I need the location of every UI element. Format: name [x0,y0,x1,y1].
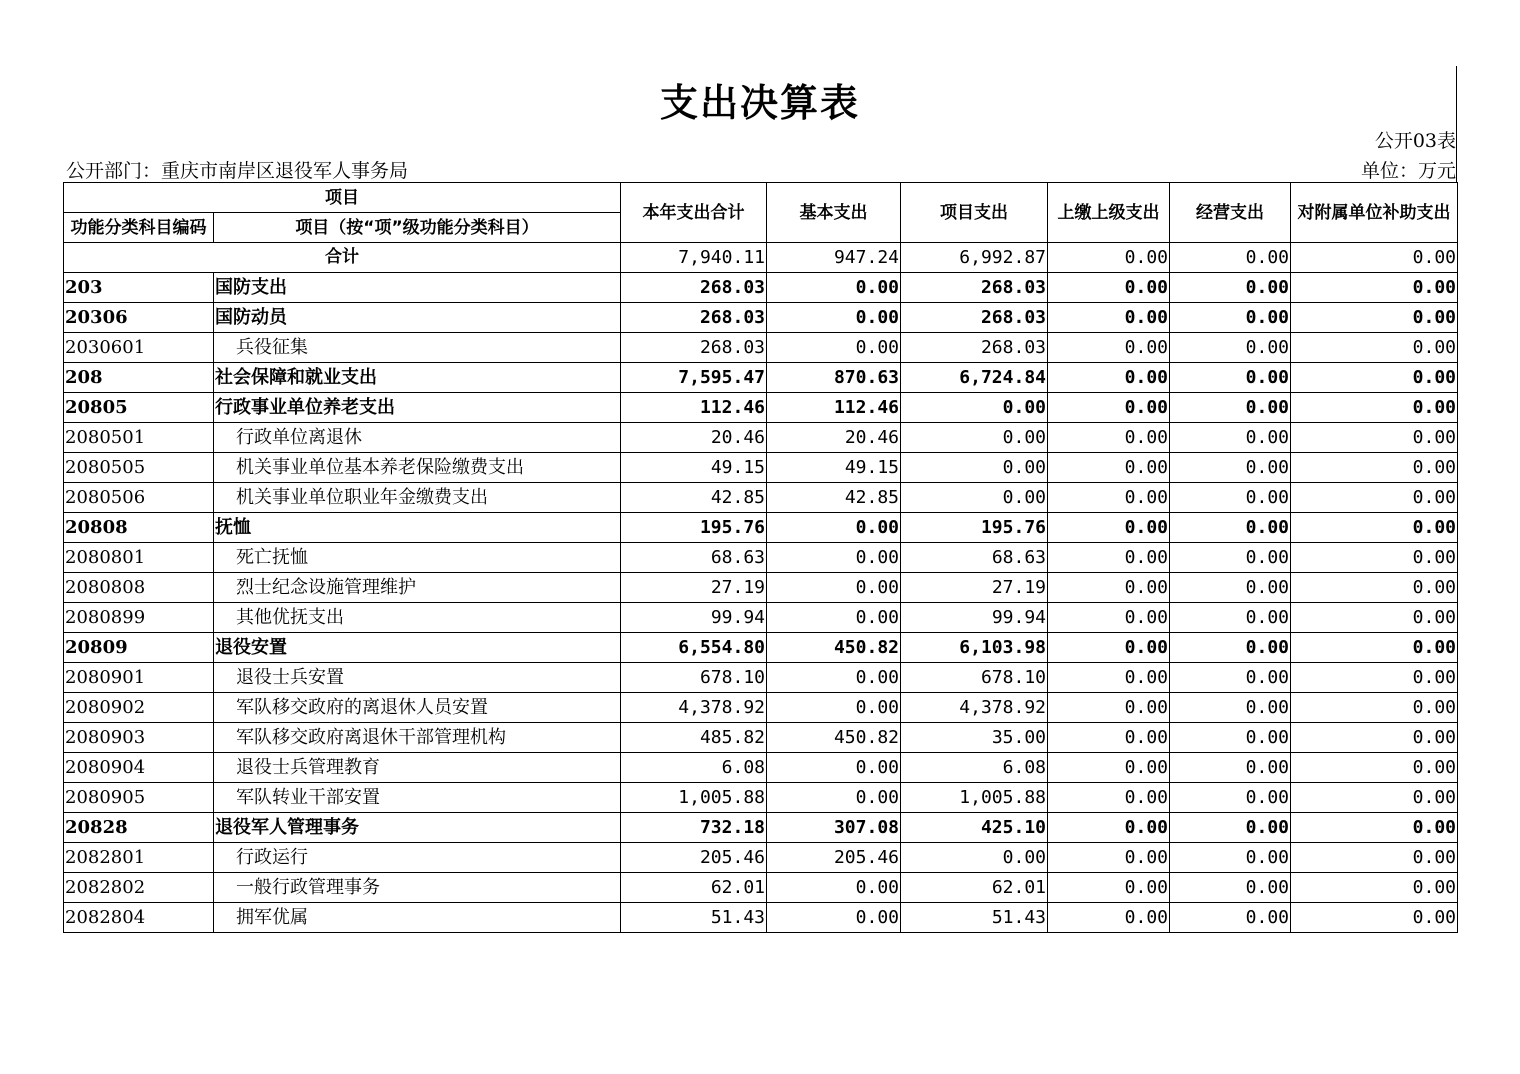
total-cell: 49.15 [621,453,767,483]
header-operating: 经营支出 [1170,183,1291,243]
upper-cell: 0.00 [1048,243,1170,273]
project-expense-cell: 68.63 [901,543,1048,573]
upper-cell: 0.00 [1048,453,1170,483]
upper-cell: 0.00 [1048,513,1170,543]
total-cell: 1,005.88 [621,783,767,813]
basic-cell: 0.00 [767,543,901,573]
subsidy-cell: 0.00 [1291,513,1458,543]
header-basic: 基本支出 [767,183,901,243]
basic-cell: 0.00 [767,903,901,933]
basic-cell: 0.00 [767,573,901,603]
subsidy-cell: 0.00 [1291,903,1458,933]
basic-cell: 0.00 [767,273,901,303]
subsidy-cell: 0.00 [1291,873,1458,903]
total-cell: 268.03 [621,303,767,333]
operating-cell: 0.00 [1170,363,1291,393]
operating-cell: 0.00 [1170,783,1291,813]
header-project: 项目 [64,183,621,213]
name-cell: 拥军优属 [214,903,621,933]
table-row [64,423,1458,453]
code-cell: 2080801 [64,543,214,573]
name-cell: 行政事业单位养老支出 [214,393,621,423]
operating-cell: 0.00 [1170,603,1291,633]
upper-cell: 0.00 [1048,603,1170,633]
subsidy-cell: 0.00 [1291,843,1458,873]
total-cell: 195.76 [621,513,767,543]
table-row [64,813,1458,843]
operating-cell: 0.00 [1170,723,1291,753]
project-expense-cell: 51.43 [901,903,1048,933]
name-cell: 退役士兵管理教育 [214,753,621,783]
basic-cell: 0.00 [767,303,901,333]
basic-cell: 0.00 [767,783,901,813]
name-cell: 行政运行 [214,843,621,873]
table-row [64,783,1458,813]
upper-cell: 0.00 [1048,903,1170,933]
name-cell: 其他优抚支出 [214,603,621,633]
form-code: 公开03表 [1374,130,1456,152]
basic-cell: 0.00 [767,663,901,693]
table-row [64,903,1458,933]
operating-cell: 0.00 [1170,663,1291,693]
upper-cell: 0.00 [1048,753,1170,783]
project-expense-cell: 6,103.98 [901,633,1048,663]
name-cell: 死亡抚恤 [214,543,621,573]
name-cell: 机关事业单位职业年金缴费支出 [214,483,621,513]
subsidy-cell: 0.00 [1291,663,1458,693]
subsidy-cell: 0.00 [1291,363,1458,393]
unit-label: 单位：万元 [1360,160,1456,182]
operating-cell: 0.00 [1170,903,1291,933]
total-cell: 6.08 [621,753,767,783]
operating-cell: 0.00 [1170,873,1291,903]
project-expense-cell: 268.03 [901,333,1048,363]
subsidy-cell: 0.00 [1291,453,1458,483]
upper-cell: 0.00 [1048,543,1170,573]
subsidy-cell: 0.00 [1291,543,1458,573]
table-row [64,393,1458,423]
total-cell: 485.82 [621,723,767,753]
name-cell: 退役军人管理事务 [214,813,621,843]
total-cell: 205.46 [621,843,767,873]
project-expense-cell: 1,005.88 [901,783,1048,813]
table-row [64,753,1458,783]
project-expense-cell: 0.00 [901,483,1048,513]
operating-cell: 0.00 [1170,423,1291,453]
operating-cell: 0.00 [1170,393,1291,423]
total-cell: 732.18 [621,813,767,843]
project-expense-cell: 0.00 [901,843,1048,873]
total-cell: 42.85 [621,483,767,513]
total-cell: 7,940.11 [621,243,767,273]
name-cell: 军队移交政府的离退休人员安置 [214,693,621,723]
operating-cell: 0.00 [1170,243,1291,273]
upper-cell: 0.00 [1048,783,1170,813]
table-row [64,873,1458,903]
table-row [64,543,1458,573]
department-label: 公开部门：重庆市南岸区退役军人事务局 [66,160,409,182]
operating-cell: 0.00 [1170,513,1291,543]
code-cell: 2082804 [64,903,214,933]
code-cell: 208 [64,363,214,393]
total-cell: 51.43 [621,903,767,933]
upper-cell: 0.00 [1048,393,1170,423]
code-cell: 2080808 [64,573,214,603]
code-cell: 2082801 [64,843,214,873]
name-cell: 抚恤 [214,513,621,543]
subsidy-cell: 0.00 [1291,393,1458,423]
total-cell: 68.63 [621,543,767,573]
code-cell: 20828 [64,813,214,843]
code-cell: 2030601 [64,333,214,363]
code-cell: 2080903 [64,723,214,753]
basic-cell: 0.00 [767,693,901,723]
project-expense-cell: 35.00 [901,723,1048,753]
project-expense-cell: 0.00 [901,453,1048,483]
header-project-expense: 项目支出 [901,183,1048,243]
project-expense-cell: 99.94 [901,603,1048,633]
project-expense-cell: 4,378.92 [901,693,1048,723]
basic-cell: 0.00 [767,603,901,633]
header-code: 功能分类科目编码 [64,213,214,243]
total-label: 合计 [64,243,621,273]
operating-cell: 0.00 [1170,333,1291,363]
table-row [64,483,1458,513]
code-cell: 2080505 [64,453,214,483]
code-cell: 2080904 [64,753,214,783]
subsidy-cell: 0.00 [1291,303,1458,333]
subsidy-cell: 0.00 [1291,243,1458,273]
project-expense-cell: 268.03 [901,303,1048,333]
operating-cell: 0.00 [1170,273,1291,303]
header-subsidy: 对附属单位补助支出 [1291,183,1458,243]
total-cell: 99.94 [621,603,767,633]
name-cell: 军队转业干部安置 [214,783,621,813]
upper-cell: 0.00 [1048,843,1170,873]
upper-cell: 0.00 [1048,693,1170,723]
upper-cell: 0.00 [1048,423,1170,453]
basic-cell: 112.46 [767,393,901,423]
table-row [64,573,1458,603]
basic-cell: 0.00 [767,873,901,903]
expenditure-table [63,182,1458,933]
operating-cell: 0.00 [1170,753,1291,783]
project-expense-cell: 0.00 [901,423,1048,453]
total-cell: 20.46 [621,423,767,453]
subsidy-cell: 0.00 [1291,813,1458,843]
table-row [64,663,1458,693]
code-cell: 2080902 [64,693,214,723]
subsidy-cell: 0.00 [1291,423,1458,453]
total-cell: 7,595.47 [621,363,767,393]
table-row [64,603,1458,633]
subsidy-cell: 0.00 [1291,783,1458,813]
table-row [64,693,1458,723]
table-row [64,333,1458,363]
total-row [64,243,1458,273]
name-cell: 国防动员 [214,303,621,333]
subsidy-cell: 0.00 [1291,273,1458,303]
subsidy-cell: 0.00 [1291,333,1458,363]
header-total: 本年支出合计 [621,183,767,243]
total-cell: 62.01 [621,873,767,903]
basic-cell: 947.24 [767,243,901,273]
code-cell: 2080901 [64,663,214,693]
table-row [64,633,1458,663]
basic-cell: 0.00 [767,753,901,783]
table-row [64,513,1458,543]
basic-cell: 49.15 [767,453,901,483]
subsidy-cell: 0.00 [1291,753,1458,783]
name-cell: 一般行政管理事务 [214,873,621,903]
name-cell: 退役士兵安置 [214,663,621,693]
operating-cell: 0.00 [1170,813,1291,843]
name-cell: 兵役征集 [214,333,621,363]
table-row [64,273,1458,303]
upper-cell: 0.00 [1048,483,1170,513]
table-row [64,453,1458,483]
project-expense-cell: 6,724.84 [901,363,1048,393]
basic-cell: 20.46 [767,423,901,453]
subsidy-cell: 0.00 [1291,483,1458,513]
project-expense-cell: 195.76 [901,513,1048,543]
name-cell: 退役安置 [214,633,621,663]
project-expense-cell: 678.10 [901,663,1048,693]
basic-cell: 205.46 [767,843,901,873]
operating-cell: 0.00 [1170,453,1291,483]
project-expense-cell: 0.00 [901,393,1048,423]
total-cell: 268.03 [621,333,767,363]
code-cell: 2080506 [64,483,214,513]
total-cell: 112.46 [621,393,767,423]
upper-cell: 0.00 [1048,813,1170,843]
operating-cell: 0.00 [1170,573,1291,603]
code-cell: 2080501 [64,423,214,453]
subsidy-cell: 0.00 [1291,573,1458,603]
code-cell: 2082802 [64,873,214,903]
table-row [64,723,1458,753]
code-cell: 20805 [64,393,214,423]
table-row [64,843,1458,873]
project-expense-cell: 27.19 [901,573,1048,603]
total-cell: 4,378.92 [621,693,767,723]
total-cell: 678.10 [621,663,767,693]
table-row [64,363,1458,393]
total-cell: 27.19 [621,573,767,603]
total-cell: 6,554.80 [621,633,767,663]
operating-cell: 0.00 [1170,303,1291,333]
page-title: 支出决算表 [659,81,860,125]
name-cell: 军队移交政府离退休干部管理机构 [214,723,621,753]
upper-cell: 0.00 [1048,363,1170,393]
name-cell: 社会保障和就业支出 [214,363,621,393]
project-expense-cell: 62.01 [901,873,1048,903]
subsidy-cell: 0.00 [1291,693,1458,723]
name-cell: 机关事业单位基本养老保险缴费支出 [214,453,621,483]
operating-cell: 0.00 [1170,633,1291,663]
upper-cell: 0.00 [1048,663,1170,693]
basic-cell: 0.00 [767,333,901,363]
project-expense-cell: 6.08 [901,753,1048,783]
upper-cell: 0.00 [1048,873,1170,903]
basic-cell: 870.63 [767,363,901,393]
basic-cell: 307.08 [767,813,901,843]
basic-cell: 450.82 [767,723,901,753]
operating-cell: 0.00 [1170,693,1291,723]
subsidy-cell: 0.00 [1291,603,1458,633]
basic-cell: 42.85 [767,483,901,513]
table-row [64,303,1458,333]
upper-cell: 0.00 [1048,273,1170,303]
project-expense-cell: 425.10 [901,813,1048,843]
name-cell: 行政单位离退休 [214,423,621,453]
code-cell: 20809 [64,633,214,663]
name-cell: 国防支出 [214,273,621,303]
code-cell: 203 [64,273,214,303]
subsidy-cell: 0.00 [1291,723,1458,753]
total-cell: 268.03 [621,273,767,303]
operating-cell: 0.00 [1170,543,1291,573]
code-cell: 2080905 [64,783,214,813]
code-cell: 2080899 [64,603,214,633]
project-expense-cell: 6,992.87 [901,243,1048,273]
upper-cell: 0.00 [1048,723,1170,753]
header-name: 项目（按“项”级功能分类科目） [214,213,621,243]
upper-cell: 0.00 [1048,333,1170,363]
subsidy-cell: 0.00 [1291,633,1458,663]
operating-cell: 0.00 [1170,483,1291,513]
basic-cell: 450.82 [767,633,901,663]
upper-cell: 0.00 [1048,303,1170,333]
code-cell: 20808 [64,513,214,543]
upper-cell: 0.00 [1048,633,1170,663]
name-cell: 烈士纪念设施管理维护 [214,573,621,603]
code-cell: 20306 [64,303,214,333]
upper-cell: 0.00 [1048,573,1170,603]
basic-cell: 0.00 [767,513,901,543]
project-expense-cell: 268.03 [901,273,1048,303]
header-upper: 上缴上级支出 [1048,183,1170,243]
operating-cell: 0.00 [1170,843,1291,873]
